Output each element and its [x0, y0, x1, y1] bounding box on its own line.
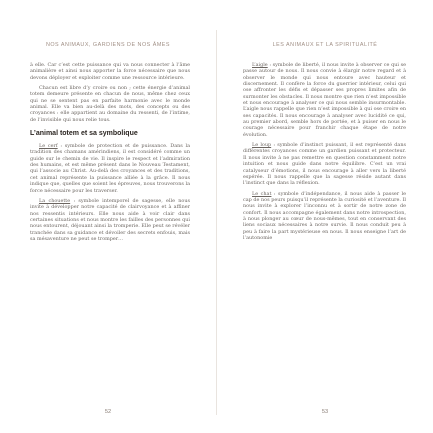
entry-term: Le chat: [252, 190, 272, 197]
left-page: [0, 0, 216, 433]
right-page-content: [243, 62, 406, 245]
entry-text: : symbole d’instinct puissant, il est représenté dans différentes croyances comme un gardien puissant et protecteur. Il nous invite à ne pas remettre en question constamment notre intuition et nous guide dans notre équilibre. C’est un vrai catalyseur d’émotions, il nous encourage à aller vers la liberté espérée. Il nous rappelle que la sagesse réside autant dans l’instinct que dans la réflexion.: [243, 142, 406, 187]
running-head-right: LES ANIMAUX ET LA SPIRITUALITÉ: [272, 42, 378, 48]
entry-cerf: [30, 143, 190, 194]
entry-text: : symbole d’indépendance, il nous aide à passer le cap de nos peurs puisqu’il représente la curiosité et l’aventure. Il nous invite à explorer l’inconnu et à sortir de notre zone de confort. Il nous accompagne également dans notre introspection, à nous plonger au cœur de nous-mêmes, tout en conservant des liens sociaux nécessaires à notre survie. Il nous conduit peu à peu à faire la part mystérieuse en nous. Il nous enseigne l’art de l’autonomie: [243, 190, 407, 241]
entry-aigle: [243, 62, 406, 138]
entry-term: La chouette: [39, 197, 71, 204]
paragraph: Chacun est libre d’y croire ou non ; cette énergie d’animal totem demeure présente en chacun de nous, même chez ceux qui ne se sentent pas en parfaite harmonie avec le monde animal. Elle va bien au-delà des mots, des concepts ou des croyances : elle appartient au domaine du ressenti, de l’intime, de l’invisible qui nous relie tous.: [30, 85, 190, 123]
entry-term: L’aigle: [252, 62, 268, 68]
page-number-left: 52: [104, 409, 112, 415]
paragraph: à elle. Car c’est cette puissance qui va nous connecter à l’âme animalière et ainsi nous apporter la force nécessaire que nous devons déployer et exploiter comme une ressource intérieure.: [30, 62, 190, 81]
entry-chat: [243, 191, 406, 242]
left-page-content: [30, 62, 190, 246]
entry-chouette: [30, 198, 190, 242]
entry-term: Le loup: [252, 142, 272, 149]
entry-text: : symbole intemporel de sagesse, elle nous invite à développer notre capacité de clairvoyance et à affiner nos ressentis intérieurs. Elle nous aide à voir clair dans certaines situations et nous montre les failles des personnes qui nous entourent, déjouant ainsi la tromperie. Elle peut se révéler tranchée dans sa guidance et dévoiler des secrets enfouis, mais sa mésaventure ne peut se tromper…: [30, 197, 191, 242]
entry-loup: [243, 142, 406, 186]
section-heading: L’animal totem et sa symbolique: [30, 130, 138, 138]
page-number-right: 53: [321, 409, 329, 415]
entry-text: : symbole de protection et de puissance. Dans la tradition des chamans amérindiens, il est considéré comme un guide sur le chemin de vie. Il inspire le respect et l’admiration des humains, et est même présent dans le Nouveau Testament, qui l’associe au Christ. Au-delà des croyances et des traditions, cet animal représente la puissance alliée à la grâce. Il nous indique que, quelles que soient les épreuves, nous trouverons la force nécessaire pour les traverser.: [30, 143, 190, 194]
entry-text: : symbole de liberté, il nous invite à observer ce qui se passe autour de nous. Il nous convie à élargir notre regard et à observer le monde qui nous entoure avec hauteur et discernement. Il confère la force du guerrier intérieur, celui qui ose affronter les défis et dépasser ses propres limites afin de surmonter les obstacles. Il nous montre que rien n’est impossible et nous encourage à analyser ce qui nous semble insurmontable. L’aigle nous rappelle que rien n’est impossible à qui ose croire en ses capacités. Il nous encourage à analyser avec lucidité ce qui, au premier abord, semble hors de portée, et à puiser en nous le courage nécessaire pour franchir chaque étape de notre évolution.: [243, 62, 406, 138]
entry-term: Le cerf: [39, 143, 58, 150]
right-page: [217, 0, 433, 433]
running-head-left: NOS ANIMAUX, GARDIENS DE NOS ÂMES: [45, 42, 171, 48]
